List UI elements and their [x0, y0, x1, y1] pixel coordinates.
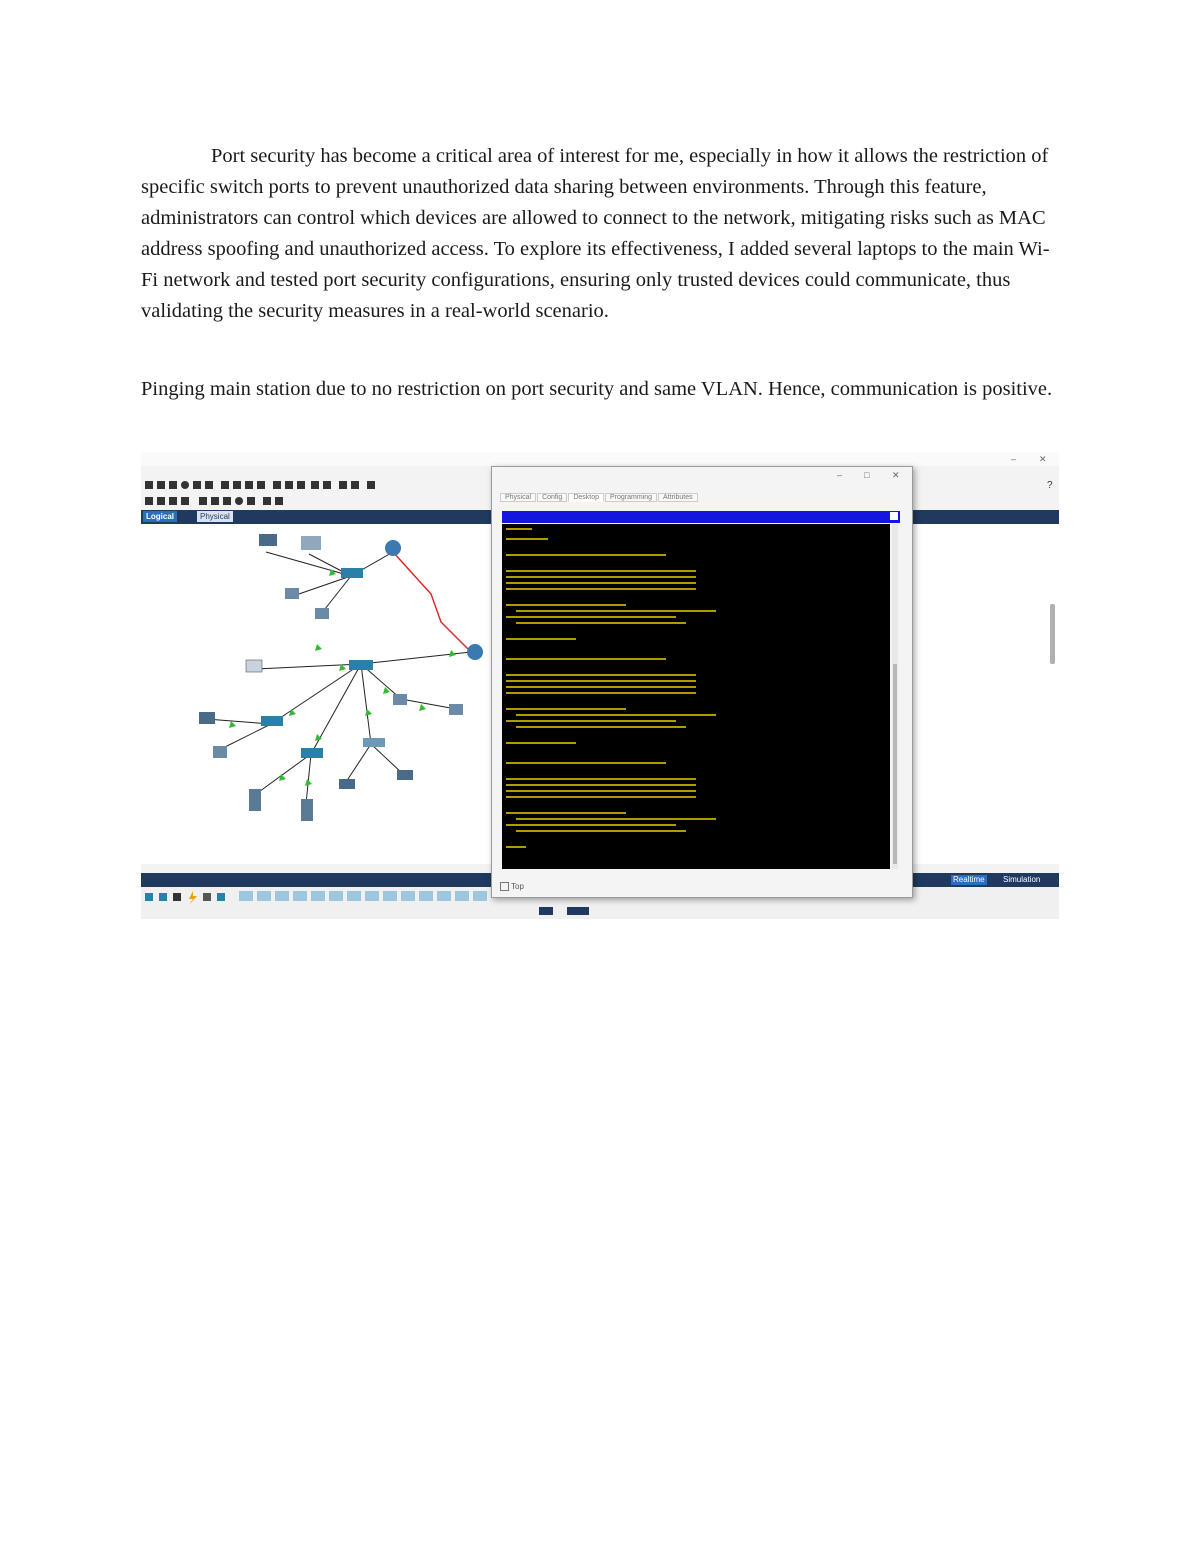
link-switch2-server	[256, 754, 311, 794]
scrollbar-thumb[interactable]	[893, 664, 897, 864]
draw-line-icon[interactable]	[211, 497, 219, 505]
terminal-line	[506, 576, 696, 578]
freeform-icon[interactable]	[247, 497, 255, 505]
server-icon[interactable]	[249, 789, 261, 811]
pc-command-prompt-window[interactable]	[491, 466, 913, 898]
select-icon[interactable]	[145, 497, 153, 505]
device-model-icon[interactable]	[419, 891, 433, 901]
server-icon[interactable]	[301, 536, 321, 550]
command-prompt-output[interactable]	[502, 524, 890, 869]
main-router-icon[interactable]	[467, 644, 483, 660]
link-laptop-switch	[266, 552, 351, 576]
pc-window-tabs	[500, 493, 699, 504]
tab-config[interactable]: Config	[537, 493, 567, 502]
command-prompt-scrollbar[interactable]	[892, 524, 898, 869]
draw-ellipse-icon[interactable]	[235, 497, 243, 505]
terminal-line	[506, 686, 696, 688]
terminal-line	[506, 796, 696, 798]
custom-device-icon[interactable]	[323, 481, 331, 489]
tab-attributes[interactable]: Attributes	[658, 493, 698, 502]
terminal-line	[506, 762, 666, 764]
terminal-line	[506, 588, 696, 590]
device-model-icon[interactable]	[257, 891, 271, 901]
pc-icon[interactable]	[246, 660, 262, 672]
device-category-icon[interactable]	[203, 893, 211, 901]
terminal-line	[506, 570, 696, 572]
maximize-icon[interactable]: □	[864, 470, 870, 480]
terminal-line	[506, 604, 626, 606]
terminal-line	[506, 790, 696, 792]
link-ap-laptop2	[371, 744, 403, 774]
pc-icon[interactable]	[449, 704, 463, 715]
main-toolbar	[141, 478, 441, 492]
pdu-button[interactable]	[567, 907, 589, 915]
realtime-button[interactable]: Realtime	[953, 875, 985, 884]
viewport-icon[interactable]	[351, 481, 359, 489]
terminal-line	[506, 720, 676, 722]
terminal-line	[506, 616, 676, 618]
draw-rectangle-icon[interactable]	[223, 497, 231, 505]
pdu-button[interactable]	[539, 907, 553, 915]
connections-icon[interactable]	[189, 891, 197, 905]
terminal-line	[516, 714, 716, 716]
terminal-line	[506, 658, 666, 660]
device-model-icon[interactable]	[383, 891, 397, 901]
link-light	[315, 734, 322, 741]
device-category-icon[interactable]	[173, 893, 181, 901]
terminal-line	[506, 582, 696, 584]
device-category-icon[interactable]	[159, 893, 167, 901]
save-icon[interactable]	[169, 481, 177, 489]
note-icon[interactable]	[199, 497, 207, 505]
device-model-icon[interactable]	[401, 891, 415, 901]
terminal-line	[506, 778, 696, 780]
pc-icon[interactable]	[393, 694, 407, 705]
redo-icon[interactable]	[257, 481, 265, 489]
laptop-icon[interactable]	[339, 779, 355, 789]
packet-tracer-screenshot	[141, 452, 1059, 919]
link-switch2-server2	[306, 754, 311, 804]
terminal-line	[506, 708, 626, 710]
simulation-button[interactable]: Simulation	[1003, 875, 1041, 884]
main-switch-icon[interactable]	[349, 660, 373, 670]
secondary-toolbar	[141, 494, 441, 508]
print-icon[interactable]	[193, 481, 201, 489]
pc-icon[interactable]	[213, 746, 227, 758]
network-info-icon[interactable]	[205, 481, 213, 489]
terminal-line	[506, 824, 676, 826]
device-model-icon[interactable]	[365, 891, 379, 901]
zoom-in-icon[interactable]	[273, 481, 281, 489]
terminal-line	[506, 554, 666, 556]
laptop-icon[interactable]	[199, 712, 215, 724]
link-light	[229, 721, 236, 728]
terminal-line	[506, 812, 626, 814]
close-icon[interactable]: ✕	[892, 470, 900, 480]
zoom-out-icon[interactable]	[297, 481, 305, 489]
command-prompt-header	[502, 511, 900, 523]
server-icon[interactable]	[301, 799, 313, 821]
link-pc3-pc4	[401, 699, 456, 709]
link-ap-laptop	[346, 744, 371, 782]
link-light	[365, 709, 372, 716]
device-model-icon[interactable]	[311, 891, 325, 901]
serial-link	[393, 552, 471, 652]
link-light	[419, 704, 426, 711]
checkbox-icon[interactable]	[500, 882, 509, 891]
zoom-reset-icon[interactable]	[285, 481, 293, 489]
minimize-icon[interactable]: –	[1011, 454, 1017, 464]
link-mainswitch-ap	[361, 664, 371, 744]
link-mainswitch-dist	[271, 664, 361, 724]
terminal-line	[506, 674, 696, 676]
router-icon[interactable]	[385, 540, 401, 556]
app-title-bar	[141, 452, 1059, 466]
terminal-line	[506, 680, 696, 682]
device-model-icon[interactable]	[329, 891, 343, 901]
terminal-line	[516, 622, 686, 624]
device-model-icon[interactable]	[347, 891, 361, 901]
close-icon[interactable]: ✕	[1039, 454, 1047, 464]
terminal-prompt	[506, 846, 526, 848]
device-model-icon[interactable]	[239, 891, 253, 901]
terminal-line	[506, 742, 576, 744]
device-model-icon[interactable]	[473, 891, 487, 901]
terminal-line	[516, 610, 716, 612]
undo-icon[interactable]	[245, 481, 253, 489]
switch-icon[interactable]	[341, 568, 363, 578]
device-model-icon[interactable]	[293, 891, 307, 901]
terminal-output-lines	[502, 524, 890, 869]
add-simple-pdu-icon[interactable]	[263, 497, 271, 505]
image-icon[interactable]	[367, 481, 375, 489]
delete-icon[interactable]	[169, 497, 177, 505]
terminal-line	[506, 784, 696, 786]
pc-icon[interactable]	[315, 608, 329, 619]
pc-icon[interactable]	[285, 588, 299, 599]
tab-physical[interactable]: Physical	[197, 511, 233, 522]
close-icon[interactable]	[890, 512, 898, 520]
device-category-icon[interactable]	[145, 893, 153, 901]
tab-logical[interactable]: Logical	[143, 511, 177, 522]
terminal-line	[516, 818, 716, 820]
switch-icon[interactable]	[301, 748, 323, 758]
tab-desktop[interactable]: Desktop	[568, 493, 604, 502]
terminal-line	[506, 638, 576, 640]
link-switch-pc	[293, 576, 351, 596]
link-dist-pc	[221, 724, 271, 749]
access-point-icon[interactable]	[363, 738, 385, 747]
paragraph-port-security: Port security has become a critical area of interest for me, especially in how it allows the restriction of specific switch ports to prevent unauthorized data sharing between environments. Through this feature, administrators can control which devices are allowed to connect to the network, mitigating risks such as MAC address spoofing and unauthorized access. To explore its effectiveness, I added several laptops to the main Wi-Fi network and tested port security configurations, ensuring only trusted devices could communicate, thus validating the security measures in a real-world scenario.	[141, 145, 1050, 322]
grid-icon[interactable]	[339, 481, 347, 489]
terminal-line	[506, 538, 548, 540]
minimize-icon[interactable]: –	[837, 470, 843, 480]
drawing-palette-icon[interactable]	[311, 481, 319, 489]
device-model-icon[interactable]	[275, 891, 289, 901]
terminal-line	[516, 830, 686, 832]
laptop-icon[interactable]	[259, 534, 277, 546]
add-complex-pdu-icon[interactable]	[275, 497, 283, 505]
link-mainswitch-switch2	[311, 664, 361, 754]
link-light	[315, 644, 322, 651]
activity-wizard-icon[interactable]	[181, 481, 189, 489]
device-model-icon[interactable]	[437, 891, 451, 901]
tab-physical[interactable]: Physical	[500, 493, 536, 502]
canvas-scrollbar[interactable]	[1050, 604, 1055, 664]
copy-icon[interactable]	[221, 481, 229, 489]
new-file-icon[interactable]	[145, 481, 153, 489]
terminal-line	[516, 726, 686, 728]
terminal-line	[506, 528, 532, 530]
paste-icon[interactable]	[233, 481, 241, 489]
resize-icon[interactable]	[181, 497, 189, 505]
open-file-icon[interactable]	[157, 481, 165, 489]
help-icon[interactable]: ?	[1047, 480, 1053, 491]
menu-bar	[141, 466, 481, 478]
device-model-icon[interactable]	[455, 891, 469, 901]
paragraph-ping-result: Pinging main station due to no restriction on port security and same VLAN. Hence, communication is positive.	[141, 378, 1053, 400]
inspect-icon[interactable]	[157, 497, 165, 505]
tab-programming[interactable]: Programming	[605, 493, 657, 502]
device-category-icon[interactable]	[217, 893, 225, 901]
top-checkbox-label: Top	[511, 882, 524, 891]
laptop-icon[interactable]	[397, 770, 413, 780]
distribution-switch-icon[interactable]	[261, 716, 283, 726]
terminal-line	[506, 692, 696, 694]
top-checkbox[interactable]	[500, 882, 524, 891]
